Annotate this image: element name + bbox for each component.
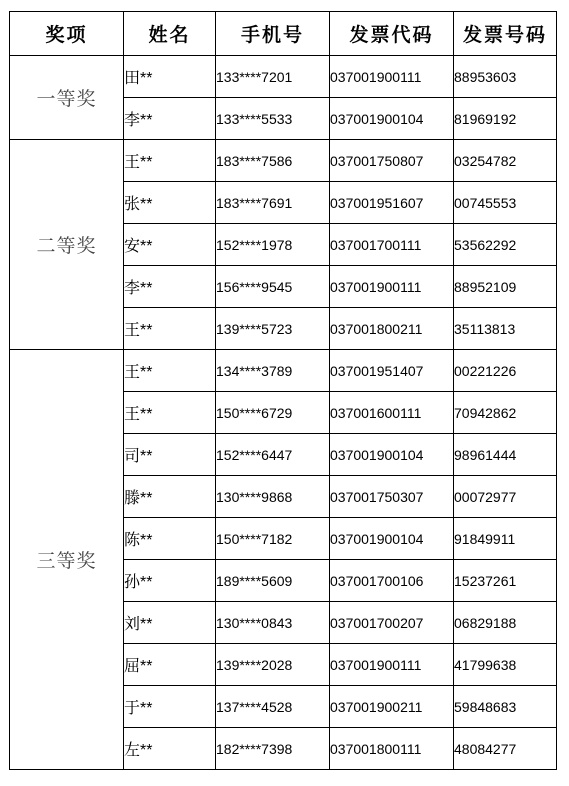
phone-cell: 133****7201 <box>216 56 330 98</box>
invoice-number-cell: 48084277 <box>454 728 557 770</box>
invoice-code-cell: 037001900111 <box>330 266 454 308</box>
phone-cell: 150****6729 <box>216 392 330 434</box>
invoice-code-cell: 037001900111 <box>330 644 454 686</box>
invoice-code-cell: 037001900104 <box>330 518 454 560</box>
winner-name-cell: 刘** <box>124 602 216 644</box>
phone-cell: 130****9868 <box>216 476 330 518</box>
invoice-code-cell: 037001800211 <box>330 308 454 350</box>
invoice-code-cell: 037001951407 <box>330 350 454 392</box>
invoice-code-cell: 037001700111 <box>330 224 454 266</box>
winner-name-cell: 王** <box>124 350 216 392</box>
invoice-code-cell: 037001750807 <box>330 140 454 182</box>
phone-cell: 150****7182 <box>216 518 330 560</box>
invoice-number-cell: 59848683 <box>454 686 557 728</box>
invoice-number-cell: 00745553 <box>454 182 557 224</box>
invoice-number-cell: 35113813 <box>454 308 557 350</box>
winner-name-cell: 田** <box>124 56 216 98</box>
prize-level-cell: 三等奖 <box>10 350 124 770</box>
invoice-number-cell: 06829188 <box>454 602 557 644</box>
winner-name-cell: 安** <box>124 224 216 266</box>
invoice-code-cell: 037001700207 <box>330 602 454 644</box>
prize-level-cell: 一等奖 <box>10 56 124 140</box>
winner-name-cell: 陈** <box>124 518 216 560</box>
invoice-code-cell: 037001951607 <box>330 182 454 224</box>
invoice-number-cell: 15237261 <box>454 560 557 602</box>
winner-name-cell: 李** <box>124 98 216 140</box>
winner-name-cell: 王** <box>124 140 216 182</box>
winners-table <box>9 11 557 770</box>
invoice-code-cell: 037001750307 <box>330 476 454 518</box>
winner-name-cell: 于** <box>124 686 216 728</box>
phone-cell: 189****5609 <box>216 560 330 602</box>
winner-name-cell: 王** <box>124 308 216 350</box>
invoice-code-cell: 037001900104 <box>330 434 454 476</box>
phone-cell: 139****2028 <box>216 644 330 686</box>
phone-cell: 139****5723 <box>216 308 330 350</box>
winner-name-cell: 王** <box>124 392 216 434</box>
invoice-number-cell: 88953603 <box>454 56 557 98</box>
phone-cell: 183****7586 <box>216 140 330 182</box>
invoice-number-cell: 88952109 <box>454 266 557 308</box>
invoice-number-cell: 81969192 <box>454 98 557 140</box>
winner-name-cell: 滕** <box>124 476 216 518</box>
phone-cell: 133****5533 <box>216 98 330 140</box>
invoice-code-cell: 037001800111 <box>330 728 454 770</box>
phone-cell: 137****4528 <box>216 686 330 728</box>
invoice-code-cell: 037001900104 <box>330 98 454 140</box>
invoice-number-cell: 70942862 <box>454 392 557 434</box>
phone-cell: 182****7398 <box>216 728 330 770</box>
winner-name-cell: 张** <box>124 182 216 224</box>
winner-name-cell: 左** <box>124 728 216 770</box>
invoice-code-cell: 037001900111 <box>330 56 454 98</box>
invoice-number-cell: 91849911 <box>454 518 557 560</box>
table-row <box>10 350 557 392</box>
phone-cell: 156****9545 <box>216 266 330 308</box>
winner-name-cell: 司** <box>124 434 216 476</box>
phone-cell: 134****3789 <box>216 350 330 392</box>
phone-cell: 152****6447 <box>216 434 330 476</box>
phone-cell: 130****0843 <box>216 602 330 644</box>
invoice-code-cell: 037001700106 <box>330 560 454 602</box>
invoice-number-cell: 98961444 <box>454 434 557 476</box>
table-header <box>10 12 557 56</box>
prize-level-cell: 二等奖 <box>10 140 124 350</box>
table-row <box>10 140 557 182</box>
header-phone: 手机号 <box>216 12 330 56</box>
phone-cell: 183****7691 <box>216 182 330 224</box>
header-invoice-number: 发票号码 <box>454 12 557 56</box>
invoice-number-cell: 00221226 <box>454 350 557 392</box>
table-row <box>10 56 557 98</box>
winner-name-cell: 屈** <box>124 644 216 686</box>
phone-cell: 152****1978 <box>216 224 330 266</box>
invoice-code-cell: 037001900211 <box>330 686 454 728</box>
header-prize: 奖项 <box>10 12 124 56</box>
winner-name-cell: 孙** <box>124 560 216 602</box>
invoice-number-cell: 00072977 <box>454 476 557 518</box>
invoice-number-cell: 03254782 <box>454 140 557 182</box>
invoice-number-cell: 41799638 <box>454 644 557 686</box>
header-invoice-code: 发票代码 <box>330 12 454 56</box>
winner-name-cell: 李** <box>124 266 216 308</box>
invoice-number-cell: 53562292 <box>454 224 557 266</box>
header-row <box>10 12 557 56</box>
header-name: 姓名 <box>124 12 216 56</box>
table-body <box>10 56 557 770</box>
invoice-code-cell: 037001600111 <box>330 392 454 434</box>
